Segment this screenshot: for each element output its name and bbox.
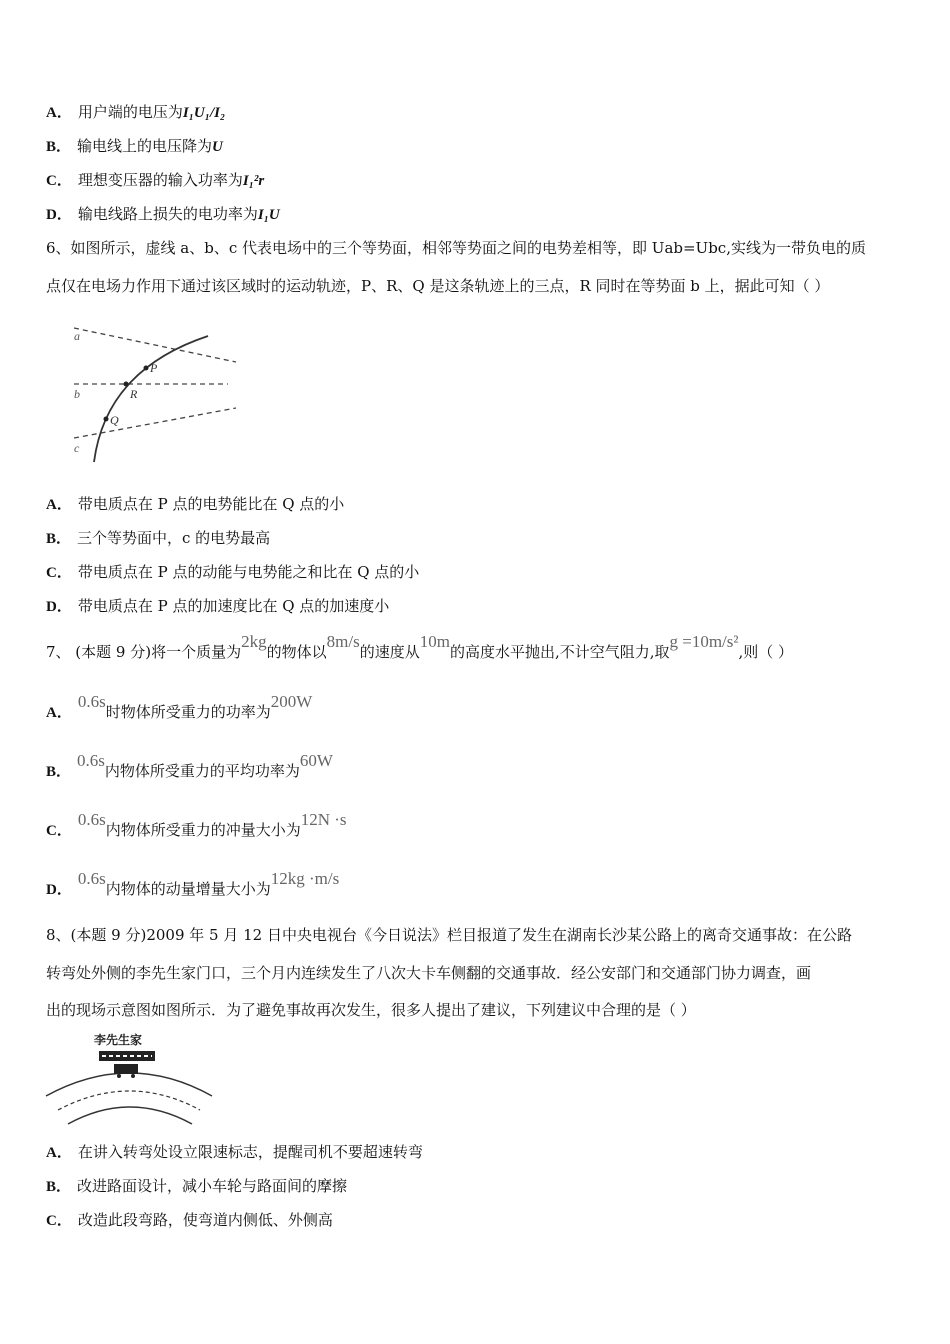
q7-option-c: C．0.6s内物体所受重力的冲量大小为12N ·s	[46, 810, 347, 839]
label-b: b	[74, 387, 80, 401]
point-p	[144, 366, 149, 371]
q7-stem: 7、 (本题 9 分)将一个质量为2kg的物体以8m/s的速度从10m的高度水平抛出,不计空气阻力,取g =10m/s²,则（ ）	[46, 632, 794, 661]
q8-stem-line3: 出的现场示意图如图所示．为了避免事故再次发生，很多人提出了建议，下列建议中合理的是（ ）	[46, 1001, 696, 1019]
house-label: 李先生家	[94, 1033, 143, 1047]
q5-option-c: C． 理想变压器的输入功率为I₁²r	[46, 171, 265, 189]
q7-option-a: A．0.6s时物体所受重力的功率为200W	[46, 692, 313, 721]
q5-option-a: A． 用户端的电压为I₁U₁/I₂	[46, 103, 226, 121]
label-c: c	[74, 441, 80, 455]
q6-option-a: A． 带电质点在 P 点的电势能比在 Q 点的小	[46, 495, 345, 513]
equipotential-c-line	[74, 408, 236, 438]
label-a: a	[74, 329, 80, 343]
q6-option-c: C． 带电质点在 P 点的动能与电势能之和比在 Q 点的小	[46, 563, 420, 581]
q6-stem-line1: 6、如图所示，虚线 a、b、c 代表电场中的三个等势面，相邻等势面之间的电势差相等，即 Uab=Ubc,实线为一带负电的质	[46, 239, 866, 257]
q6-stem-line2: 点仅在电场力作用下通过该区域时的运动轨迹，P、R、Q 是这条轨迹上的三点，R 同时在等势面 b 上，据此可知（ ）	[46, 277, 830, 295]
q7-option-d: D．0.6s内物体的动量增量大小为12kg ·m/s	[46, 869, 340, 898]
road-inner-edge	[68, 1107, 192, 1124]
q6-option-d: D． 带电质点在 P 点的加速度比在 Q 点的加速度小	[46, 597, 390, 615]
q6-option-b: B． 三个等势面中，c 的电势最高	[46, 529, 271, 547]
point-r	[124, 382, 129, 387]
q8-option-a: A． 在讲入转弯处设立限速标志，提醒司机不要超速转弯	[46, 1143, 423, 1161]
q5-option-b: B． 输电线上的电压降为U	[46, 137, 223, 155]
label-q: Q	[110, 413, 119, 427]
q8-curve-road-figure	[44, 1030, 216, 1128]
q8-option-b: B． 改进路面设计，减小车轮与路面间的摩擦	[46, 1177, 348, 1195]
point-q	[104, 417, 109, 422]
equipotential-a-line	[74, 328, 236, 362]
q8-option-c: C． 改造此段弯路，使弯道内侧低、外侧高	[46, 1211, 333, 1229]
q8-stem-line1: 8、(本题 9 分)2009 年 5 月 12 日中央电视台《今日说法》栏目报道了发生在湖南长沙某公路上的离奇交通事故：在公路	[46, 926, 852, 944]
road-outer-edge	[46, 1073, 212, 1096]
q6-equipotential-figure	[66, 318, 246, 466]
label-r: R	[130, 387, 138, 401]
label-p: P	[150, 361, 158, 375]
q5-option-d: D． 输电线路上损失的电功率为I₁U	[46, 205, 280, 223]
q8-stem-line2: 转弯处外侧的李先生家门口，三个月内连续发生了八次大卡车侧翻的交通事故．经公安部门和交通部门协力调查，画	[46, 964, 812, 982]
q7-option-b: B．0.6s内物体所受重力的平均功率为60W	[46, 751, 333, 780]
truck-icon	[114, 1064, 138, 1074]
trajectory-curve	[94, 336, 208, 462]
